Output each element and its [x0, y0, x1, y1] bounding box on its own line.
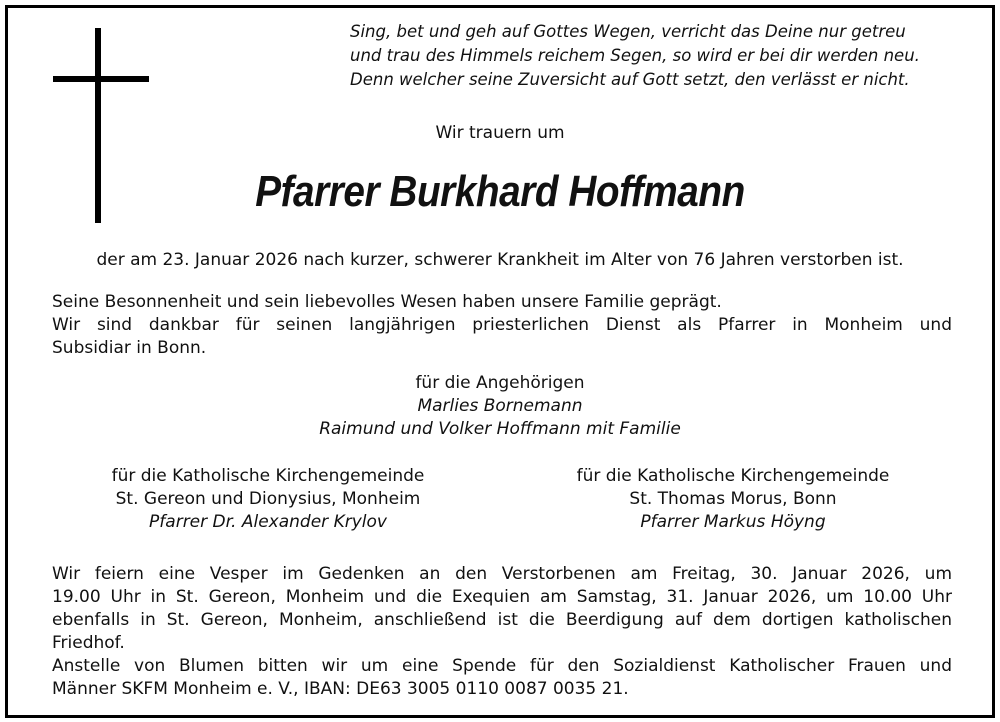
verse	[350, 20, 980, 92]
parish-label: für die Katholische Kirchengemeinde	[576, 466, 890, 486]
parish-block-bonn	[523, 465, 943, 534]
verse-line: Denn welcher seine Zuversicht auf Gott setzt, den verlässt er nicht.	[350, 70, 910, 89]
family-name: Marlies Bornemann	[417, 396, 583, 416]
service-line: Männer SKFM Monheim e. V., IBAN: DE63 3005 0110 0087 0035 21.	[52, 679, 629, 699]
parish-label: für die Katholische Kirchengemeinde	[111, 466, 425, 486]
parish-name: St. Thomas Morus, Bonn	[629, 489, 837, 509]
tribute-line: Wir sind dankbar für seinen langjährigen priesterlichen Dienst als Pfarrer in Monheim und	[52, 315, 952, 335]
family-block	[8, 372, 992, 441]
death-notice: der am 23. Januar 2026 nach kurzer, schwerer Krankheit im Alter von 76 Jahren verstorben ist.	[96, 250, 904, 270]
service-line: ebenfalls in St. Gereon, Monheim, anschließend ist die Beerdigung auf dem dortigen katholischen	[52, 610, 952, 630]
service-paragraph	[52, 563, 952, 701]
intro-text: Wir trauern um	[435, 123, 565, 143]
verse-line: und trau des Himmels reichem Segen, so wird er bei dir werden neu.	[350, 46, 920, 65]
deceased-name: Pfarrer Burkhard Hoffmann	[255, 167, 745, 216]
tribute-line: Subsidiar in Bonn.	[52, 338, 207, 358]
parish-name: St. Gereon und Dionysius, Monheim	[115, 489, 421, 509]
service-line: Wir feiern eine Vesper im Gedenken an den Verstorbenen am Freitag, 30. Januar 2026, um	[52, 564, 952, 584]
parish-priest: Pfarrer Markus Höyng	[640, 512, 826, 532]
family-name: Raimund und Volker Hoffmann mit Familie	[319, 419, 681, 439]
obituary-frame	[5, 5, 995, 718]
parish-priest: Pfarrer Dr. Alexander Krylov	[149, 512, 387, 532]
tribute-line: Seine Besonnenheit und sein liebevolles Wesen haben unsere Familie geprägt.	[52, 292, 722, 312]
family-label: für die Angehörigen	[415, 373, 585, 393]
verse-line: Sing, bet und geh auf Gottes Wegen, verricht das Deine nur getreu	[350, 22, 906, 41]
service-line: Friedhof.	[52, 633, 125, 653]
tribute-paragraph	[52, 291, 952, 360]
service-line: 19.00 Uhr in St. Gereon, Monheim und die Exequien am Samstag, 31. Januar 2026, um 10.00 Uhr	[52, 587, 952, 607]
parish-block-monheim	[58, 465, 478, 534]
service-line: Anstelle von Blumen bitten wir um eine Spende für den Sozialdienst Katholischer Frauen und	[52, 656, 952, 676]
